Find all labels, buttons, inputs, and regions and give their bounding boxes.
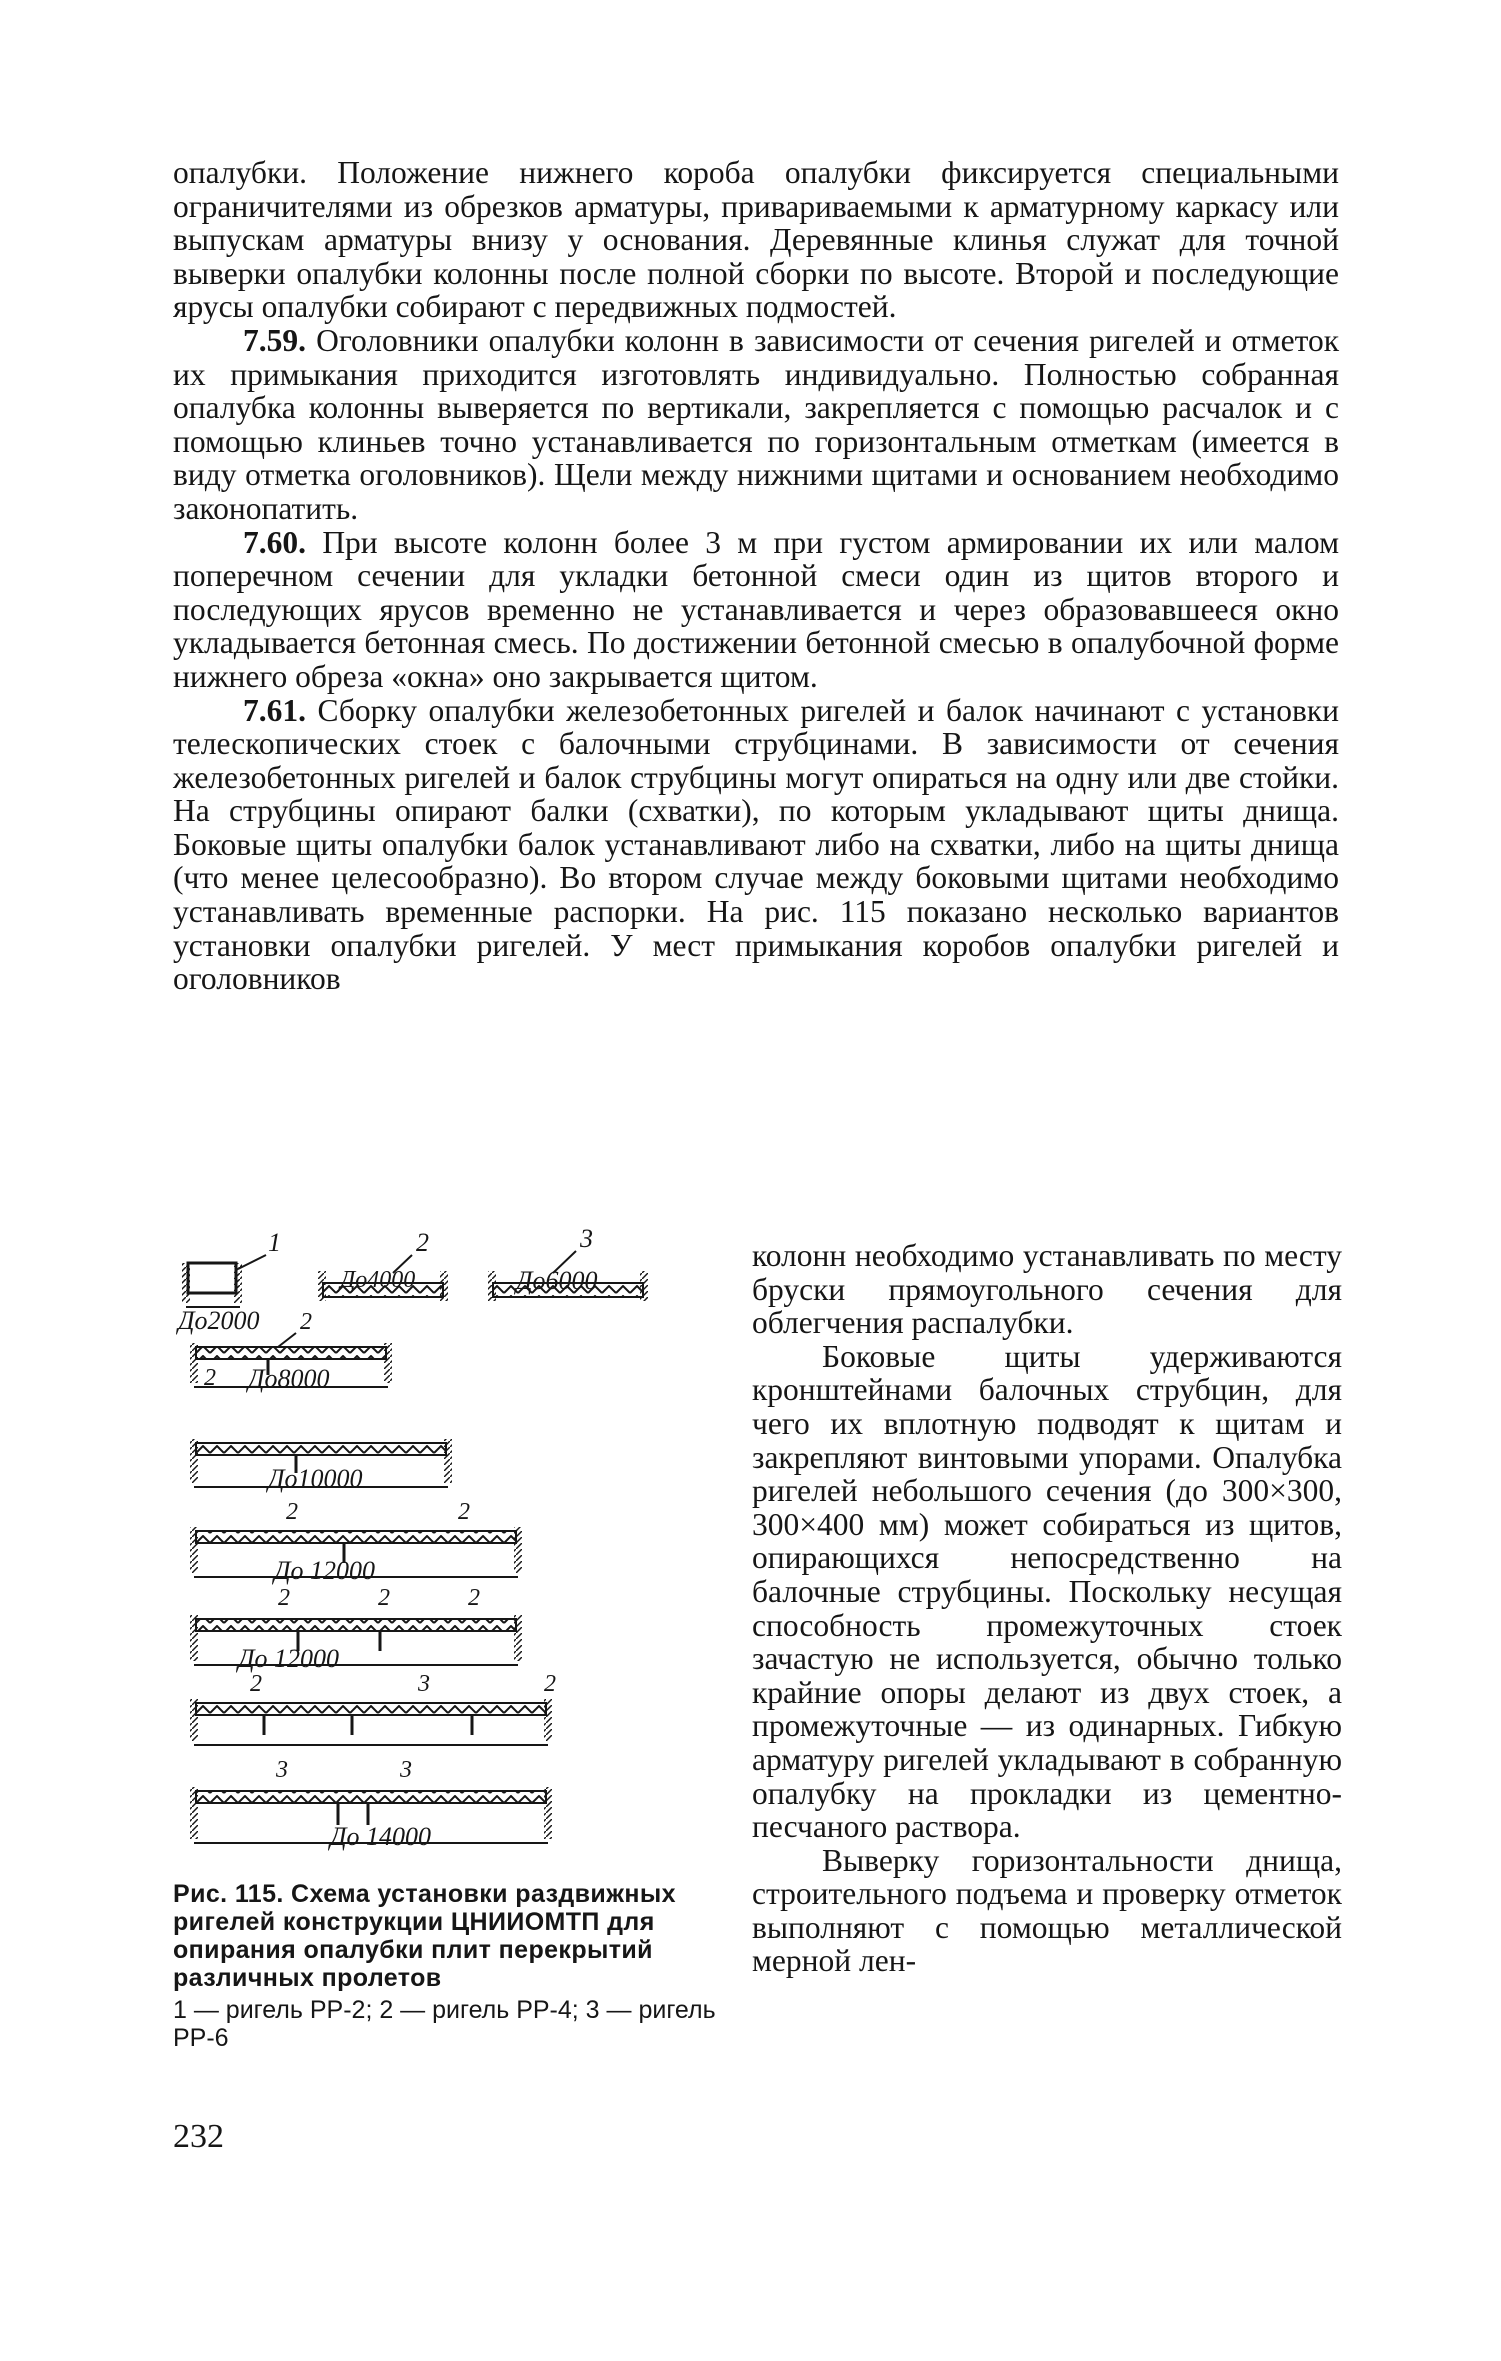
paragraph-continuation: опалубки. Положение нижнего короба опалубки фиксируется специальными ограничителями из обрезков арматуры, привариваемыми к арматурному каркасу или выпускам арматуры внизу у основания. Деревянные клинья служат для точной выверки опалубки колонны после полной сборки по высоте. Второй и последующие ярусы опалубки собирают с передвижных подмостей. [173, 155, 1339, 325]
svg-text:2: 2 [250, 1671, 262, 1697]
span-2000 [175, 1228, 281, 1335]
svg-text:2: 2 [378, 1585, 390, 1611]
label-d12000b: До 12000 [238, 1644, 340, 1673]
label-n3-a: 3 [580, 1225, 593, 1253]
right-paragraph-3: Выверку горизонтальности днища, строительного подъема и проверку отметок выполняют с помощью металлической мерной лен- [752, 1842, 1342, 1979]
paragraph-7-59: 7.59. Оголовники опалубки колонн в зависимости от сечения ригелей и отметок их примыкания приходится изготовлять индивидуально. Полностью собранная опалубка колонны выверяется по вертикали, закрепляется с помощью расчалок и с помощью клиньев точно устанавливается по горизонтальным отметкам (имеется в виду отметка оголовников). Щели между нижними щитами и основанием необходимо законопатить. [173, 322, 1340, 526]
span-6000 [488, 1225, 648, 1301]
paragraph-7-61: 7.61. Сборку опалубки железобетонных ригелей и балок начинают с установки телескопических стоек с балочными струбцинами. В зависимости от сечения железобетонных ригелей и балок струбцины могут опираться на одну или две стойки. На струбцины опирают балки (схватки), по которым укладывают щиты днища. Боковые щиты опалубки балок устанавливают либо на схватки, либо на щиты днища (что менее целесообразно). Во втором случае между боковыми щитами необходимо устанавливать временные распорки. На рис. 115 показано несколько вариантов установки опалубки ригелей. У мест примыкания коробов опалубки ригелей и оголовников [173, 692, 1340, 997]
span-14000 [190, 1757, 552, 1851]
svg-text:3: 3 [418, 1671, 430, 1697]
label-d2000: До2000 [178, 1306, 260, 1335]
span-12000 [190, 1499, 522, 1585]
right-paragraph-2: Боковые щиты удерживаются кронштейнами балочных струбцин, для чего их вплотную подводят к щитам и закрепляют винтовыми упорами. Опалубка ригелей небольшого сечения (до 300×300, 300×400 мм) может собираться из щитов, опирающихся непосредственно на балочные струбцины. Поскольку несущая способность промежуточных стоек зачастую не используется, обычно только крайние опоры делают из двух стоек, а промежуточные — из одинарных. Гибкую арматуру ригелей укладывают в собранную опалубку на прокладки из цементно-песчаного раствора. [752, 1338, 1342, 1845]
svg-text:2: 2 [204, 1365, 216, 1391]
figure-115 [168, 1225, 738, 1865]
label-d8000: До8000 [248, 1364, 330, 1393]
caption-legend: 1 — ригель РР-2; 2 — ригель РР-4; 3 — ригель РР-6 [173, 1996, 716, 2052]
page-number: 232 [173, 2118, 224, 2155]
svg-text:2: 2 [544, 1671, 556, 1697]
main-text [173, 156, 1339, 996]
svg-text:2: 2 [458, 1499, 470, 1525]
svg-text:2: 2 [278, 1585, 290, 1611]
label-d10000: До10000 [268, 1464, 363, 1493]
span-12000-b [190, 1585, 522, 1673]
label-d6000: До6000 [516, 1266, 598, 1295]
paragraph-7-60: 7.60. При высоте колонн более 3 м при густом армировании их или малом поперечном сечении для укладки бетонной смеси один из щитов второго и последующих ярусов временно не устанавливается и через образовавшееся окно укладывается бетонная смесь. По достижении бетонной смесью в опалубочной форме нижнего обреза «окна» оно закрывается щитом. [173, 524, 1339, 694]
label-n1-a: 1 [268, 1228, 281, 1257]
label-n2-b: 2 [300, 1309, 312, 1335]
svg-text:3: 3 [276, 1757, 288, 1783]
svg-text:2: 2 [468, 1585, 480, 1611]
right-column-text [752, 1239, 1342, 1978]
caption-title: Рис. 115. Схема установки раздвижных ригелей конструкции ЦНИИОМТП для опирания опалубки плит перекрытий различных пролетов [173, 1880, 676, 1992]
svg-text:2: 2 [286, 1499, 298, 1525]
span-three-posts [190, 1671, 556, 1745]
label-d14000: До 14000 [330, 1822, 432, 1851]
right-paragraph-1: колонн необходимо устанавливать по месту бруски прямоугольного сечения для облегчения распалубки. [752, 1238, 1342, 1341]
formwork-diagram [168, 1225, 738, 1865]
span-10000 [190, 1439, 452, 1493]
label-d4000: До4000 [340, 1267, 416, 1293]
figure-caption [173, 1880, 738, 2052]
label-n2-a: 2 [416, 1228, 429, 1257]
span-4000 [318, 1228, 448, 1301]
svg-text:3: 3 [400, 1757, 412, 1783]
label-d12000: До 12000 [274, 1556, 376, 1585]
